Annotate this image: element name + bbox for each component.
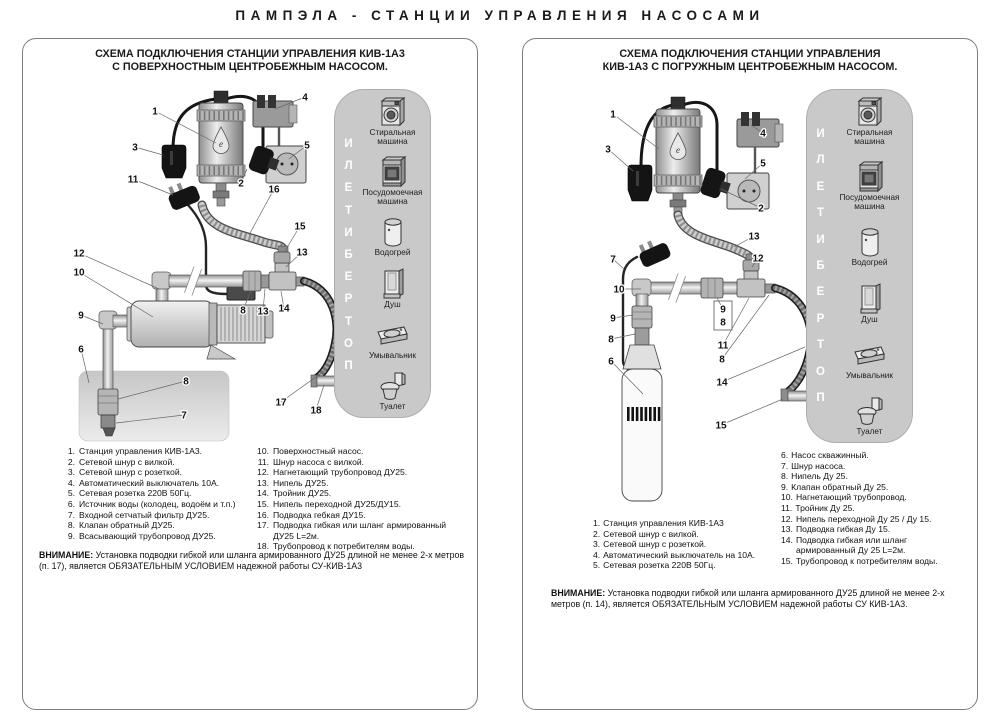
callout-number: 10 xyxy=(613,284,625,296)
legend-item-text: Нипель Ду 25. xyxy=(791,471,848,482)
callout-number: 8 xyxy=(719,354,725,366)
legend-item-number: 1. xyxy=(593,518,601,528)
washing-machine-icon xyxy=(852,96,888,128)
legend-item-number: 14. xyxy=(257,488,269,499)
vertical-label-letter: Р xyxy=(344,293,353,306)
right-panel xyxy=(522,38,978,710)
legend-item-number: 1. xyxy=(67,446,75,456)
submersible-pump xyxy=(622,369,662,501)
right-panel-title-line1: СХЕМА ПОДКЛЮЧЕНИЯ СТАНЦИИ УПРАВЛЕНИЯ xyxy=(619,48,881,60)
vertical-label-letter: О xyxy=(816,365,825,378)
vertical-label-letter: Е xyxy=(344,271,353,284)
callout-number: 4 xyxy=(760,128,766,140)
legend-item-text: Станция управления КИВ-1А3 xyxy=(603,518,724,528)
consumer-label: Водогрей xyxy=(374,248,411,258)
consumers-items xyxy=(830,96,909,436)
callout-number: 8 xyxy=(608,334,614,346)
consumer-item xyxy=(852,395,888,436)
legend-item-text: Входной сетчатый фильтр ДУ25. xyxy=(79,509,210,520)
legend-item-text: Тройник ДУ25. xyxy=(273,488,332,499)
surface-pump xyxy=(127,301,273,359)
left-panel-title-line1: СХЕМА ПОДКЛЮЧЕНИЯ СТАНЦИИ УПРАВЛЕНИЯ КИВ-1А3 xyxy=(95,48,405,60)
discharge-pipe-horizontal xyxy=(649,282,739,294)
armored-hose-17 xyxy=(304,281,336,379)
legend-item-text: Сетевая розетка 220В 50Гц. xyxy=(79,488,192,499)
legend-item-number: 15. xyxy=(781,555,793,566)
nipple-13 xyxy=(261,275,269,288)
left-legend-column-2 xyxy=(251,446,469,552)
vertical-label-letter: Т xyxy=(344,204,353,217)
consumer-item xyxy=(852,226,888,267)
vertical-label-letter: О xyxy=(344,337,353,350)
consumer-label: Стиральная машина xyxy=(846,128,893,146)
vertical-label-letter: Л xyxy=(344,160,353,173)
callout-number: 10 xyxy=(73,267,85,279)
callout-number: 6 xyxy=(78,344,84,356)
water-heater-icon xyxy=(375,216,411,248)
warning-label: ВНИМАНИЕ: xyxy=(551,588,606,598)
consumer-item xyxy=(375,370,411,411)
legend-item xyxy=(781,482,943,493)
vertical-label-letter: И xyxy=(344,138,353,150)
legend-item xyxy=(251,446,469,457)
legend-item-number: 4. xyxy=(67,477,75,488)
callout-number: 7 xyxy=(181,410,187,422)
legend-item xyxy=(57,446,263,457)
callout-number: 1 xyxy=(610,109,616,121)
legend-item-text: Источник воды (колодец, водоём и т.п.) xyxy=(79,498,236,509)
legend-item-number: 9. xyxy=(67,530,75,541)
check-valve-well xyxy=(98,389,118,415)
callout-number: 17 xyxy=(275,397,287,409)
pipe-to-consumers-18 xyxy=(317,376,335,386)
callout-number: 13 xyxy=(296,247,308,259)
consumer-label: Посудомоечная машина xyxy=(839,193,900,212)
legend-item-text: Подводка гебкая ДУ15. xyxy=(273,509,366,520)
legend-item xyxy=(57,510,263,521)
legend-item xyxy=(781,471,943,482)
legend-item-text: Всасывающий трубопровод ДУ25. xyxy=(79,530,216,541)
callout-number: 12 xyxy=(752,253,764,265)
circuit-breaker xyxy=(253,95,297,127)
discharge-pipe-horizontal xyxy=(169,275,244,287)
consumer-label: Посудомоечная машина xyxy=(362,188,423,207)
consumer-label: Душ xyxy=(861,314,878,324)
callout-number: 7 xyxy=(610,254,616,266)
toilet-icon xyxy=(852,395,888,427)
legend-item xyxy=(593,518,783,529)
legend-item-text: Шнур насоса с вилкой. xyxy=(273,456,365,467)
callout-number: 8 xyxy=(240,305,246,317)
legend-item-text: Подводка гибкая Ду 15. xyxy=(795,524,891,535)
legend-item-text: Клапан обратный ДУ25. xyxy=(79,520,175,531)
callout-number: 9 xyxy=(610,313,616,325)
legend-item xyxy=(57,457,263,468)
vertical-label-letter: Б xyxy=(816,259,825,272)
legend-item-number: 18. xyxy=(257,541,269,552)
callout-leader-line xyxy=(723,298,749,345)
callout-number: 8 xyxy=(720,317,726,329)
consumers-vertical-label xyxy=(813,128,828,404)
callout-leader-line xyxy=(79,272,153,317)
callout-number: 3 xyxy=(132,142,138,154)
legend-item-number: 14. xyxy=(781,534,793,545)
legend-item-text: Нагнетающий трубопровод ДУ25. xyxy=(273,467,408,478)
legend-item xyxy=(57,520,263,531)
page-title: ПАМПЭЛА - СТАНЦИИ УПРАВЛЕНИЯ НАСОСАМИ xyxy=(235,8,765,23)
callout-number: 1 xyxy=(152,106,158,118)
check-valve-inline xyxy=(243,271,261,291)
legend-item xyxy=(781,492,943,503)
legend-item-text: Насос скважинный. xyxy=(791,450,869,460)
vertical-label-letter: П xyxy=(344,359,353,372)
legend-item-number: 7. xyxy=(67,509,75,520)
legend-item-text: Сетевой шнур с вилкой. xyxy=(79,456,175,467)
legend-item-number: 6. xyxy=(781,450,789,460)
consumer-item xyxy=(852,283,888,324)
left-warning xyxy=(39,550,469,572)
vertical-label-letter: И xyxy=(344,226,353,239)
vertical-label-letter: И xyxy=(816,233,825,246)
callout-leader-line xyxy=(722,347,805,382)
legend-item xyxy=(57,531,263,542)
legend-item xyxy=(57,488,263,499)
callout-number: 5 xyxy=(304,140,310,152)
legend-item-number: 17. xyxy=(257,520,269,531)
callout-number: 8 xyxy=(183,376,189,388)
callout-number: 12 xyxy=(73,248,85,260)
legend-item xyxy=(593,560,783,571)
legend-item-number: 4. xyxy=(593,549,601,560)
legend-item xyxy=(57,467,263,478)
legend-item xyxy=(781,461,943,472)
consumer-item xyxy=(375,268,411,309)
legend-item xyxy=(251,510,469,521)
nipple-8 xyxy=(635,328,649,345)
legend-item xyxy=(251,457,469,468)
legend-item-number: 6. xyxy=(67,498,75,509)
legend-item-text: Сетевая розетка 220В 50Гц. xyxy=(603,560,716,571)
washbasin-icon xyxy=(374,319,410,351)
legend-item xyxy=(593,550,783,561)
consumers-vertical-label xyxy=(341,138,356,372)
consumers-box xyxy=(334,89,431,418)
left-panel xyxy=(22,38,478,710)
legend-item xyxy=(251,478,469,489)
legend-item-text: Нагнетающий трубопровод. xyxy=(795,492,907,503)
legend-item-number: 3. xyxy=(593,539,601,550)
consumer-item xyxy=(846,339,893,380)
vertical-label-letter: Л xyxy=(816,154,825,167)
legend-item-text: Шнур насоса. xyxy=(791,460,846,471)
flexible-hose-13 xyxy=(678,215,751,260)
right-panel-title-line2: КИВ-1А3 С ПОГРУЖНЫМ ЦЕНТРОБЕЖНЫМ НАСОСОМ. xyxy=(602,61,898,73)
legend-item-number: 2. xyxy=(67,456,75,467)
legend-item-number: 10. xyxy=(781,492,793,503)
vertical-label-letter: Б xyxy=(344,248,353,261)
legend-item-number: 12. xyxy=(781,513,793,524)
legend-item xyxy=(57,499,263,510)
pump-plug xyxy=(165,178,202,211)
consumer-item xyxy=(833,161,907,211)
legend-item xyxy=(251,467,469,478)
warning-text: Установка подводки гибкой или шланга армированного ДУ25 длиной не менее 2-х метров (п. 17), является ОБЯЗАТЕЛЬНЫМ УСЛОВИЕМ надежной работы СУ-КИВ-1А3 xyxy=(39,550,465,572)
legend-item-text: Сетевой шнур с вилкой. xyxy=(603,528,699,539)
consumers-box xyxy=(806,89,913,443)
consumer-label: Туалет xyxy=(379,401,406,411)
pump-plug xyxy=(635,235,672,268)
legend-item-number: 10. xyxy=(257,446,269,456)
legend-item-text: Поверхностный насос. xyxy=(273,446,364,456)
shower-icon xyxy=(852,283,888,315)
legend-item-number: 13. xyxy=(257,477,269,488)
callout-number: 11 xyxy=(127,174,139,186)
station-logo-letter: е xyxy=(219,139,223,149)
legend-item xyxy=(251,520,469,541)
consumer-label: Душ xyxy=(384,299,401,309)
consumer-item xyxy=(375,216,411,257)
legend-item-text: Станция управления КИВ-1А3. xyxy=(79,446,203,456)
warning-label: ВНИМАНИЕ: xyxy=(39,550,94,560)
water-heater-icon xyxy=(852,226,888,258)
legend-item-number: 11. xyxy=(781,502,793,513)
legend-item xyxy=(781,524,943,535)
dishwasher-icon xyxy=(852,161,888,193)
tee-fitting xyxy=(737,271,765,297)
legend-item-text: Сетевой шнур с розеткой. xyxy=(79,467,183,478)
legend-item-number: 15. xyxy=(257,498,269,509)
callout-leader-line xyxy=(721,399,783,425)
check-valve-vertical xyxy=(632,306,652,328)
consumer-item xyxy=(833,96,907,146)
vertical-label-letter: Т xyxy=(816,339,825,352)
legend-item-text: Нипель переходной ДУ25/ДУ15. xyxy=(273,498,401,509)
legend-item xyxy=(57,478,263,489)
callout-leader-line xyxy=(608,149,633,171)
legend-item xyxy=(251,499,469,510)
callout-number: 16 xyxy=(268,184,280,196)
consumer-label: Умывальник xyxy=(846,370,893,380)
legend-item-number: 11. xyxy=(257,456,269,467)
washing-machine-icon xyxy=(375,96,411,128)
consumer-item xyxy=(358,96,427,146)
vertical-label-letter: И xyxy=(816,128,825,140)
callout-leader-line xyxy=(79,253,159,289)
legend-item xyxy=(781,503,943,514)
legend-item-number: 8. xyxy=(67,520,75,531)
legend-item xyxy=(781,514,943,525)
legend-item-number: 7. xyxy=(781,460,789,471)
legend-item-text: Тройник Ду 25. xyxy=(795,502,855,513)
legend-item-number: 3. xyxy=(67,467,75,478)
toilet-icon xyxy=(375,370,411,402)
callout-number: 15 xyxy=(294,221,306,233)
legend-item-number: 5. xyxy=(67,488,75,499)
callout-leader-line xyxy=(135,147,163,155)
callout-leader-line xyxy=(133,179,173,195)
legend-item xyxy=(781,556,943,567)
callout-number: 11 xyxy=(717,340,729,352)
legend-item-text: Подводка гибкая или шланг армированный ДУ25 L=2м. xyxy=(273,520,447,541)
legend-item-number: 5. xyxy=(593,560,601,571)
legend-item-number: 8. xyxy=(781,471,789,482)
discharge-elbow xyxy=(632,279,651,296)
left-panel-title xyxy=(23,48,477,74)
consumers-items xyxy=(358,96,427,411)
check-valve-inline xyxy=(701,278,723,298)
legend-item-text: Трубопровод к потребителям воды. xyxy=(273,541,415,552)
warning-text: Установка подводки гибкой или шланга армированного ДУ25 длиной не менее 2-х метров (п. 14), является ОБЯЗАТЕЛЬНЫМ УСЛОВИЕМ надежной работы СУ КИВ-1А3. xyxy=(551,588,945,610)
dishwasher-icon xyxy=(375,156,411,188)
legend-item-number: 12. xyxy=(257,467,269,478)
legend-item xyxy=(593,539,783,550)
consumer-item xyxy=(369,319,416,360)
callout-number: 3 xyxy=(605,144,611,156)
vertical-label-letter: Е xyxy=(816,286,825,299)
legend-item-text: Трубопровод к потребителям воды. xyxy=(795,555,938,566)
legend-item-text: Автоматический выключатель на 10А. xyxy=(603,549,756,560)
cord-socket-connector xyxy=(162,145,186,178)
control-station xyxy=(654,97,702,215)
consumer-label: Стиральная машина xyxy=(369,128,416,146)
legend-item-text: Сетевой шнур с розеткой. xyxy=(603,539,707,550)
callout-number: 9 xyxy=(720,304,726,316)
legend-item-text: Нипель ДУ25. xyxy=(273,477,329,488)
legend-item-text: Нипель переходной Ду 25 / Ду 15. xyxy=(795,513,932,524)
vertical-label-letter: Р xyxy=(816,312,825,325)
legend-item-number: 13. xyxy=(781,524,793,535)
callout-number: 13 xyxy=(257,306,269,318)
discharge-elbow xyxy=(152,272,171,289)
station-logo-letter: е xyxy=(676,145,680,155)
callout-number: 13 xyxy=(748,231,760,243)
flexible-hose-16 xyxy=(202,205,283,249)
shower-icon xyxy=(375,268,411,300)
legend-item-number: 9. xyxy=(781,481,789,492)
washbasin-icon xyxy=(851,339,887,371)
callout-number: 9 xyxy=(78,310,84,322)
callout-number: 15 xyxy=(715,420,727,432)
pump-head-taper xyxy=(623,345,661,369)
callout-number: 2 xyxy=(758,203,764,215)
consumer-item xyxy=(358,156,427,206)
vertical-label-letter: П xyxy=(816,391,825,404)
tee-fitting xyxy=(269,263,296,290)
callout-number: 14 xyxy=(278,303,290,315)
callout-number: 6 xyxy=(608,356,614,368)
callout-number: 18 xyxy=(310,405,322,417)
legend-item xyxy=(593,529,783,540)
vertical-label-letter: Е xyxy=(816,180,825,193)
callout-number: 2 xyxy=(238,178,244,190)
legend-item-text: Автоматический выключатель 10А. xyxy=(79,477,220,488)
consumer-label: Водогрей xyxy=(851,258,888,268)
left-legend-column-1 xyxy=(57,446,263,541)
callout-number: 14 xyxy=(716,377,728,389)
legend-item xyxy=(781,535,943,556)
right-warning xyxy=(551,588,975,610)
pipe-to-consumers-15 xyxy=(788,391,808,401)
suction-pipe-vertical xyxy=(103,327,113,391)
consumer-label: Туалет xyxy=(856,426,883,436)
legend-item-text: Клапан обратный Ду 25. xyxy=(791,481,889,492)
callout-number: 4 xyxy=(302,92,308,104)
legend-item-text: Подводка гибкая или шланг армированный Ду 25 L=2м. xyxy=(795,534,908,556)
consumer-label: Умывальник xyxy=(369,350,416,360)
vertical-label-letter: Е xyxy=(344,182,353,195)
cord-socket-connector xyxy=(628,165,652,201)
vertical-label-letter: Т xyxy=(816,207,825,220)
legend-item xyxy=(251,488,469,499)
legend-item-number: 16. xyxy=(257,509,269,520)
callout-leader-line xyxy=(249,189,274,235)
vertical-label-letter: Т xyxy=(344,315,353,328)
legend-item xyxy=(781,450,943,461)
legend-item-number: 2. xyxy=(593,528,601,539)
right-legend-column-2 xyxy=(781,450,943,567)
left-panel-title-line2: С ПОВЕРХНОСТНЫМ ЦЕНТРОБЕЖНЫМ НАСОСОМ. xyxy=(112,61,388,73)
right-legend-column-1 xyxy=(593,518,783,571)
right-panel-title xyxy=(523,48,977,74)
callout-number: 5 xyxy=(760,158,766,170)
